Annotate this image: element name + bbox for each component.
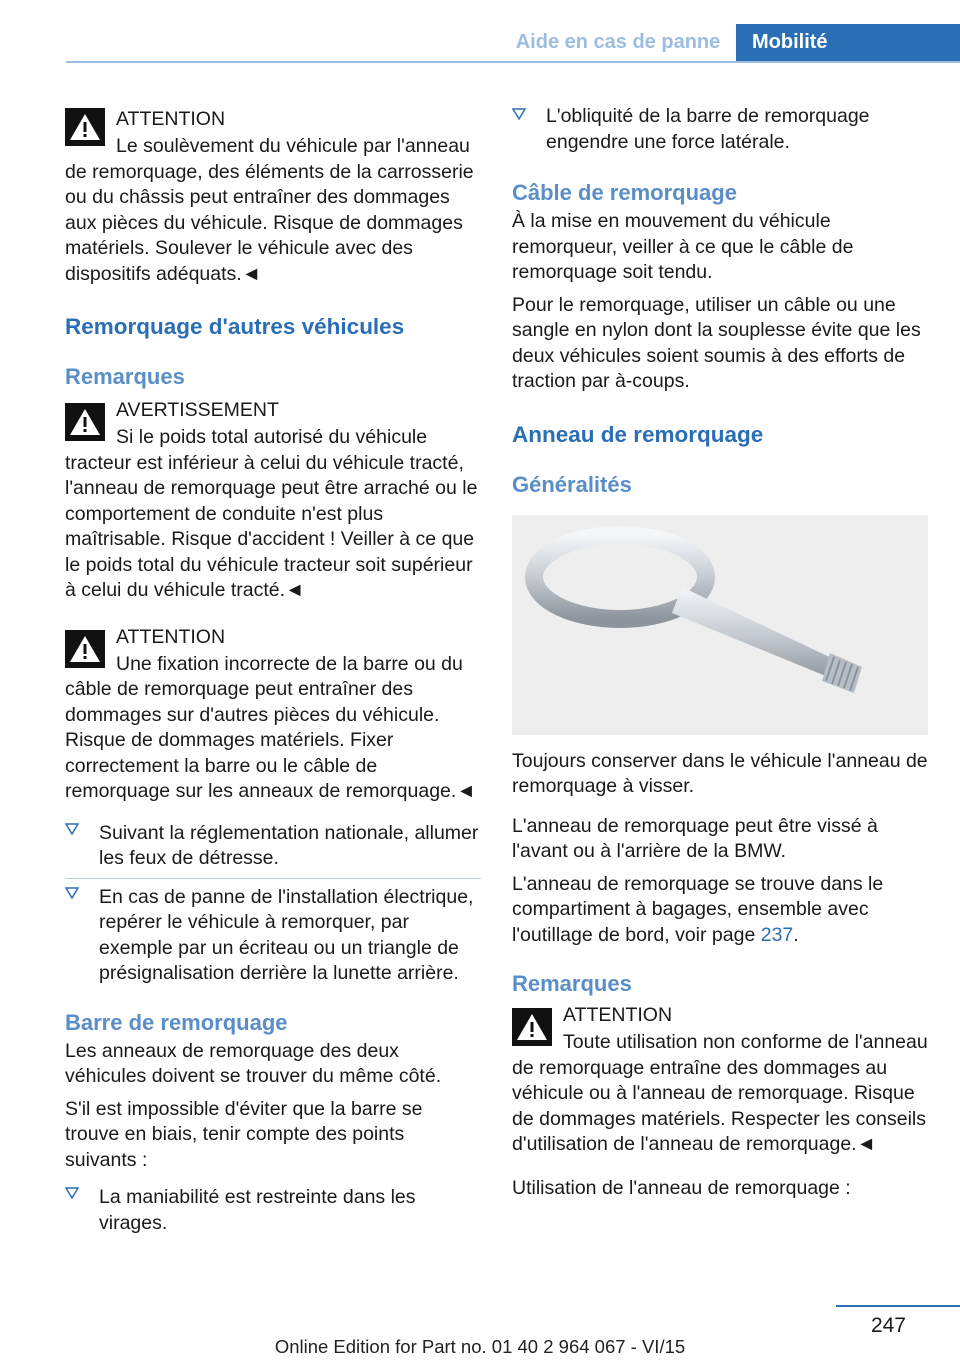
paragraph: S'il est impossible d'éviter que la barre se trouve en biais, tenir compte des points suivants : <box>65 1097 423 1171</box>
list-item: L'obliquité de la barre de remorquage engendre une force latérale. <box>512 100 928 163</box>
section-heading: Anneau de remorquage <box>512 421 764 447</box>
towing-eye-image <box>512 515 928 735</box>
warning-heading: ATTENTION <box>563 1004 673 1026</box>
warning-icon <box>65 403 105 441</box>
bullet-list <box>65 1179 481 1236</box>
warning-heading: ATTENTION <box>116 108 226 130</box>
warning-block <box>512 1000 928 1158</box>
warning-block <box>65 100 481 287</box>
paragraph: Les anneaux de remorquage des deux véhicules doivent se trouver du même côté. <box>65 1039 442 1087</box>
subsection-heading: Câble de remorquage <box>512 180 737 205</box>
warning-icon <box>512 1008 552 1046</box>
bullet-triangle-icon <box>65 823 79 835</box>
left-column <box>65 100 481 1236</box>
warning-block <box>65 622 481 805</box>
subsection-heading: Barre de remorquage <box>65 1009 288 1035</box>
paragraph: À la mise en mouvement du véhicule remorqueur, veiller à ce que le câble de remorquage soit tendu. <box>512 210 854 283</box>
footer-rule <box>836 1305 960 1307</box>
bullet-triangle-icon <box>65 1187 79 1199</box>
list-item: En cas de panne de l'installation électrique, repérer le véhicule à remorquer, par exemple par un écriteau ou un triangle de présignalisation derrière la lunette arrière. <box>65 879 481 993</box>
paragraph: Pour le remorquage, utiliser un câble ou une sangle en nylon dont la souplesse évite que les deux véhicules soient soumis à des efforts de traction par à-coups. <box>512 293 921 392</box>
warning-text: Toute utilisation non conforme de l'anneau de remorquage entraîne des dommages au véhicule ou à l'anneau de remorquage. Risque de dommages matériels. Respecter les conseils d'utilisation de l'anneau de remorquage.◄ <box>512 1031 928 1155</box>
paragraph: Toujours conserver dans le véhicule l'anneau de remorquage à visser. <box>512 749 928 797</box>
page-header <box>0 0 960 64</box>
bullet-list <box>512 100 928 163</box>
page-reference-link[interactable]: 237 <box>760 923 794 946</box>
warning-icon <box>65 108 105 146</box>
bullet-triangle-icon <box>65 887 79 899</box>
paragraph: L'anneau de remorquage se trouve dans le compartiment à bagages, ensemble avec l'outillage de bord, voir page 237. <box>512 872 884 946</box>
list-item: La maniabilité est restreinte dans les virages. <box>65 1179 481 1236</box>
bullet-list <box>65 815 481 993</box>
section-tab: Mobilité <box>736 24 960 63</box>
header-rule <box>66 61 960 63</box>
list-item: Suivant la réglementation nationale, allumer les feux de détresse. <box>65 815 481 878</box>
page-number: 247 <box>870 1314 906 1337</box>
towing-eye-illustration <box>512 515 928 735</box>
subsection-heading: Remarques <box>512 971 632 996</box>
warning-text: Une fixation incorrecte de la barre ou du câble de remorquage peut entraîner des dommages sur d'autres pièces du véhicule. Risque de dommages matériels. Fixer correctement la barre ou le câble de remorquage sur les anneaux de remorquage.◄ <box>65 652 476 802</box>
warning-heading: ATTENTION <box>116 625 226 648</box>
warning-icon <box>65 630 105 668</box>
warning-text: Si le poids total autorisé du véhicule tracteur est inférieur à celui du véhicule tracté, l'anneau de remorquage peut être arraché ou le comportement de conduite n'est plus maîtrisable. Risque d'accident ! Veiller à ce que le poids total du véhicule tracteur soit supérieur à celui du véhicule tracté.◄ <box>65 426 478 601</box>
bullet-triangle-icon <box>512 108 526 120</box>
warning-text: Le soulèvement du véhicule par l'anneau de remorquage, des éléments de la carrosserie ou du châssis peut entraîner des dommages aux pièces du véhicule. Risque de dommages matériels. Soulever le véhicule avec des dispositifs adéquats.◄ <box>65 135 474 285</box>
paragraph: Utilisation de l'anneau de remorquage : <box>512 1176 851 1199</box>
subsection-heading: Remarques <box>65 364 185 389</box>
warning-block <box>65 395 481 604</box>
right-column <box>512 100 928 1201</box>
section-heading: Remorquage d'autres véhicules <box>65 314 405 339</box>
warning-heading: AVERTISSEMENT <box>116 399 279 421</box>
chapter-tab: Aide en cas de panne <box>515 31 721 53</box>
subsection-heading: Généralités <box>512 471 632 497</box>
edition-note: Online Edition for Part no. 01 40 2 964 067 - VI/15 <box>274 1336 686 1357</box>
paragraph: L'anneau de remorquage peut être vissé à l'avant ou à l'arrière de la BMW. <box>512 814 878 862</box>
